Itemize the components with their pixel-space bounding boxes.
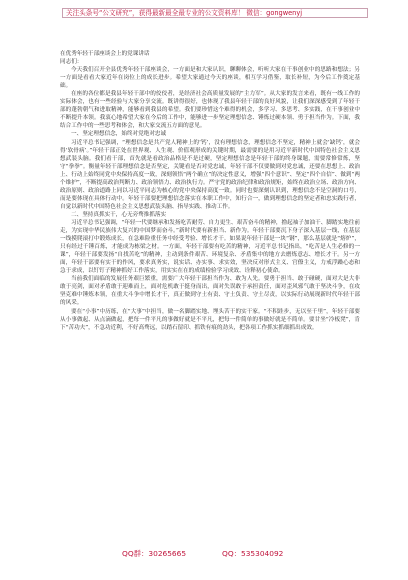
paragraph: 在座的各位都是我县年轻干部中的佼佼者，是经济社会高质量发展的“主力军”。从大家的发言来看，既有一线工作的实际体会，也有一些经验与大家分享交流。既讲得很好，也体现了我县年轻干部的良好风貌，让我们深深感受到了年轻干部的蓬勃朝气和进取精神，能够看到我县的希望。我们要珍惜这个难得的机会，多学习、多思考、多实践，在干事创业中不断提升本领。我衷心地希望大家在今后的工作中，能够进一步坚定理想信念、锤炼过硬本领、勇于担当作为。下面，我结合工作中的一些思考和体会，和大家交流五方面的意见。: [60, 91, 360, 130]
paragraph: 今天我们召开全县优秀年轻干部座谈会，一方面是和大家认识，聊聊体会，听听大家在干事创业中的思路和想法；另一方面是看看大家近年在岗位上的成长进步。希望大家通过今天的座谈，相互学习借鉴，取长补短，为今后工作奠定基础。: [60, 67, 360, 90]
paragraph: 当前我们面临的发展任务艰巨繁重，需要广大年轻干部担当作为、敢为人先。要勇于担当、敢于碰硬，面对大是大非敢于亮剑，面对矛盾敢于迎难而上，面对危机敢于挺身而出，面对失误敢于承担责任，面对歪风邪气敢于坚决斗争，在攻坚克难中锤炼本领，在重大斗争中增长才干，真正做到守土有责、守土负责、守土尽责，以实际行动展现新时代年轻干部的风采。: [60, 276, 360, 307]
paragraph: 习近平总书记强调，“理想信念是共产党人精神上的‘钙’，没有理想信念，理想信念不坚定，精神上就会‘缺钙’，就会得‘软骨病’。”年轻干部正处在世界观、人生观、价值观形成的关键时期，最需要的是用习近平新时代中国特色社会主义思想武装头脑。我们看干部，首先就是看政治品格是不是过硬，坚定理想信念是年轻干部的终身课题，需要常修常炼，坚守“拳拳”。衡量年轻干部理想信念是否坚定，关键看是否对党忠诚，年轻干部不仅要做到对党忠诚，还要在思想上、政治上、行动上始终同党中央保持高度一致，深刻领悟“两个确立”的决定性意义，增强“四个意识”、坚定“四个自信”、做到“两个维护”，不断提高政治判断力、政治领悟力、政治执行力。严守党的政治纪律和政治规矩，始终在政治立场、政治方向、政治原则、政治道路上同以习近平同志为核心的党中央保持高度一致。同时也要深刻认识到，理想信念不是空洞的口号，而是要体现在具体行动中。年轻干部要把理想信念落实在本职工作中，知行合一，做到理想信念的坚定者和忠实践行者，自觉以新时代中国特色社会主义思想武装头脑、指导实践、推动工作。: [60, 139, 360, 210]
greeting: 同志们：: [60, 59, 83, 66]
section-heading: 一、坚定理想信念，始终对党绝对忠诚: [71, 131, 167, 138]
footer-contact: [0, 548, 408, 560]
header-banner: 关注头条号“公文研究”，获得最新最全最专业的公文资料库！ 微信：gongwenyj: [62, 8, 368, 18]
section-heading: 二、坚持真抓实干，心无旁骛推抓落实: [71, 211, 167, 218]
document-body: [60, 50, 360, 542]
paragraph: 要在“小事”中历练，在“大事”中担当，做一名脚踏实地、埋头苦干的实干家。“不积跬步，无以至千里”，年轻干部要从小事做起、从点滴做起，把每一件平凡的事做好就是不平凡，把每一件简单的事做好就是不简单。要甘坐“冷板凳”，肯下“苦功夫”，不急功近利，不好高骛远，以踏石留印、抓铁有痕的劲头，把各项工作抓实抓细抓出成效。: [60, 308, 360, 331]
document-title: 在优秀年轻干部座谈会上的党课讲话: [60, 51, 150, 57]
qq-group-number: QQ群：30265665: [122, 549, 187, 558]
paragraph: 习近平总书记强调，“年轻一代要继承和发扬吃苦耐劳、自力更生、艰苦奋斗的精神，撸起袖子加油干、脚踏实地往前走，为实现中华民族伟大复兴的中国梦而奋斗。”新时代要有新担当、新作为。年轻干部要沉下身子深入基层一线，在基层一线摸爬滚打中锻炼成长，在急难险重任务中经受考验、增长才干。如果说年轻干部是一块“钢”，那么基层就是“熔炉”，只有经过千锤百炼，才能成为栋梁之材。一方面，年轻干部要有吃苦的精神，习近平总书记指出，“吃苦是人生必修的一课”，年轻干部要发扬“自找苦吃”的精神，主动到条件艰苦、环境复杂、矛盾集中的地方去磨炼意志、增长才干。另一方面，年轻干部要有实干的作风，要求真务实，说实话、办实事、求实效，坚决反对形式主义、官僚主义，力戒浮躁心态和急于求成，以钉钉子精神抓好工作落实，用实实在在的成绩检验学习成效、诠释初心使命。: [60, 219, 360, 275]
qq-contact-number: QQ：535304092: [222, 549, 284, 558]
